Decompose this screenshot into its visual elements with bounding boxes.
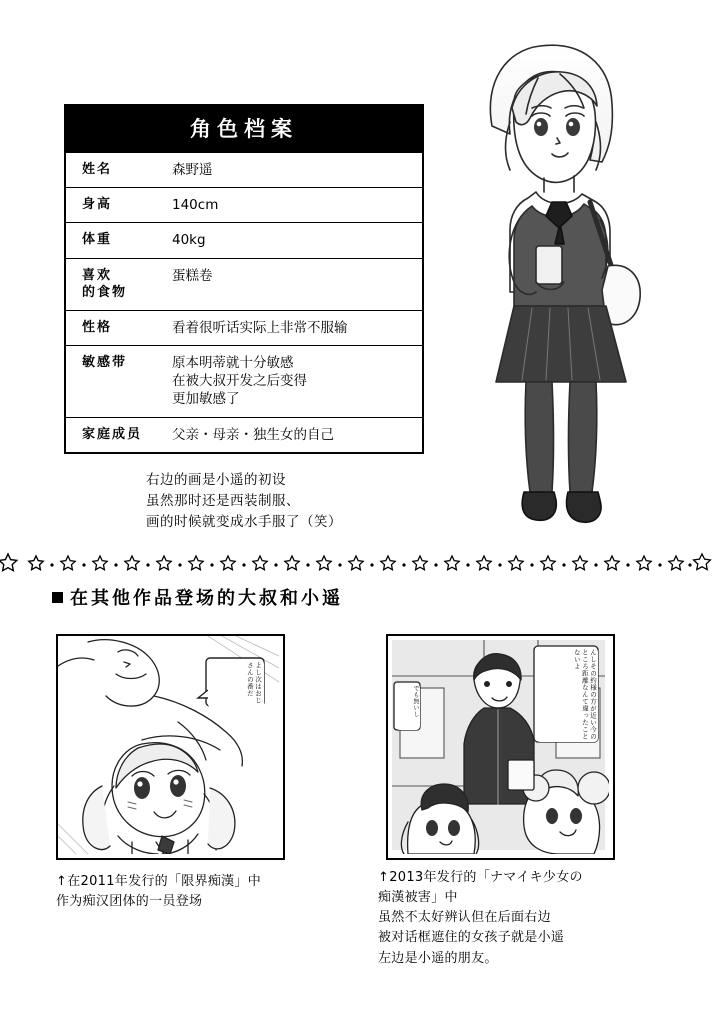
row-value	[162, 153, 422, 187]
caption-left-panel	[56, 872, 356, 912]
label-line: 姓名	[82, 162, 113, 177]
speech-bubble-text: よし次はおじさんの番だ	[208, 660, 264, 708]
profile-title: 角色档案	[64, 104, 424, 153]
star-divider-ornament	[0, 548, 717, 582]
row-label	[66, 153, 162, 187]
value-line: 40kg	[172, 232, 206, 249]
caption-line: 左边是小遥的朋友。	[378, 950, 498, 966]
label-line: 体重	[82, 232, 113, 248]
speech-bubble-text: んしその約様の方が近い今のところ距離なんて違ったことないよ	[536, 648, 598, 742]
value-line: 蛋糕卷	[172, 267, 213, 284]
note-line: 虽然那时还是西装制服、	[146, 492, 300, 509]
note-line: 画的时候就变成水手服了（笑）	[146, 513, 342, 530]
row-value	[162, 311, 422, 345]
value-line: 更加敏感了	[172, 391, 240, 408]
caption-line: 痴漢被害」中	[378, 890, 458, 906]
label-line: 家庭成员	[82, 426, 143, 442]
caption-line: 虽然不太好辨认但在后面右边	[378, 910, 551, 926]
table-row	[66, 153, 422, 188]
caption-line: 被对话框遮住的女孩子就是小遥	[378, 930, 565, 946]
row-value	[162, 259, 422, 293]
section-heading-text: 在其他作品登场的大叔和小遥	[70, 588, 343, 609]
label-line: 的食物	[82, 285, 128, 301]
profile-rows	[64, 153, 424, 454]
section-heading	[52, 584, 343, 610]
caption-line: 作为痴汉团体的一员登场	[56, 894, 203, 910]
label-line: 性格	[82, 319, 113, 335]
row-value	[162, 188, 422, 222]
caption-line: ↑在2011年发行的「限界痴漢」中	[56, 874, 262, 889]
sketch-note	[146, 470, 342, 533]
value-line: 父亲・母亲・独生女的自己	[172, 426, 334, 443]
value-line: 在被大叔开发之后变得	[172, 373, 307, 390]
table-row	[66, 188, 422, 223]
row-value	[162, 346, 422, 417]
label-line: 喜欢	[82, 267, 113, 283]
value-line: 森野遥	[172, 162, 213, 178]
character-illustration	[440, 30, 690, 550]
table-row	[66, 418, 422, 452]
manga-panel-right	[386, 634, 615, 860]
table-row	[66, 223, 422, 258]
value-line: 140cm	[172, 197, 219, 214]
row-label	[66, 259, 162, 310]
note-line: 右边的画是小遥的初设	[146, 472, 286, 488]
row-label	[66, 188, 162, 222]
value-line: 原本明蒂就十分敏感	[172, 354, 294, 371]
table-row	[66, 346, 422, 418]
row-label	[66, 223, 162, 257]
label-line: 身高	[82, 197, 113, 213]
caption-right-panel	[378, 868, 688, 969]
caption-line: ↑2013年发行的「ナマイキ少女の	[378, 870, 583, 885]
row-label	[66, 346, 162, 380]
row-label	[66, 311, 162, 345]
square-bullet-icon	[52, 592, 63, 603]
row-label	[66, 418, 162, 452]
character-profile-table	[64, 104, 424, 454]
speech-bubble-text: でも無いし	[396, 684, 420, 730]
table-row	[66, 311, 422, 346]
label-line: 敏感带	[82, 354, 128, 370]
value-line: 看着很听话实际上非常不服输	[172, 319, 348, 336]
manga-panel-left	[56, 634, 285, 860]
row-value	[162, 223, 422, 257]
row-value	[162, 418, 422, 452]
table-row	[66, 259, 422, 311]
